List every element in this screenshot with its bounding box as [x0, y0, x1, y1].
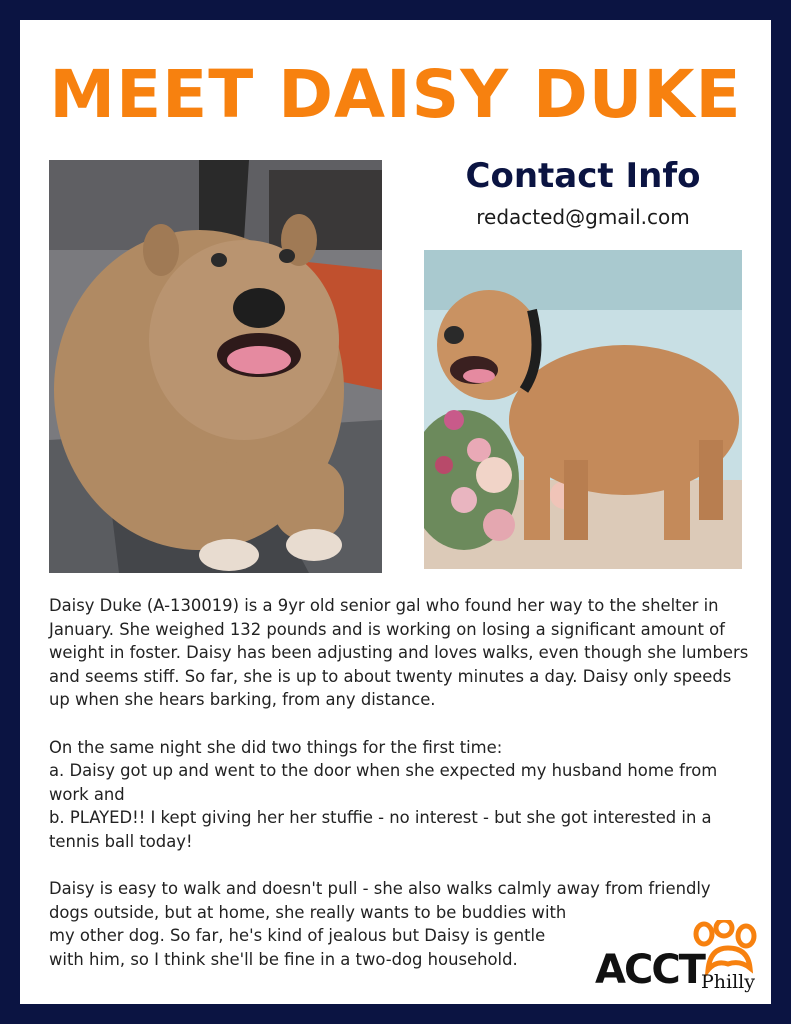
- contact-email: redacted@gmail.com: [476, 205, 690, 229]
- dog-lying-photo: [49, 160, 382, 573]
- flyer-title: MEET DAISY DUKE: [49, 56, 742, 133]
- logo-acct-text: ACCT: [595, 947, 704, 993]
- paragraph-first-time: On the same night she did two things for the first time:: [49, 737, 503, 757]
- logo-philly-text: Philly: [701, 971, 755, 993]
- paragraph-item-b: b. PLAYED!! I kept giving her her stuffie - no interest - but she got interested in a tennis ball today!: [49, 808, 712, 851]
- paragraph-item-a: a. Daisy got up and went to the door when she expected my husband home from work and: [49, 761, 718, 804]
- contact-info-heading: Contact Info: [465, 156, 701, 196]
- description-text: [49, 594, 749, 972]
- paragraph-walks-2: my other dog. So far, he's kind of jealous but Daisy is gentle: [49, 926, 546, 946]
- paragraph-walks-3: with him, so I think she'll be fine in a two-dog household.: [49, 949, 518, 969]
- acct-philly-logo: [595, 920, 770, 1000]
- paragraph-intro: Daisy Duke (A-130019) is a 9yr old senior gal who found her way to the shelter in January. She weighed 132 pounds and is working on losing a significant amount of weight in foster. Daisy has been adjusting and loves walks, even though she lumbers and seems stiff. So far, she is up to about twenty minutes a day. Daisy only speeds up when she hears barking, from any distance.: [49, 596, 749, 710]
- dog-standing-photo: [424, 250, 742, 569]
- flyer-page: [20, 20, 771, 1004]
- paragraph-walks: Daisy is easy to walk and doesn't pull - she also walks calmly away from friendly dogs outside, but at home, she really wants to be buddies with: [49, 879, 711, 922]
